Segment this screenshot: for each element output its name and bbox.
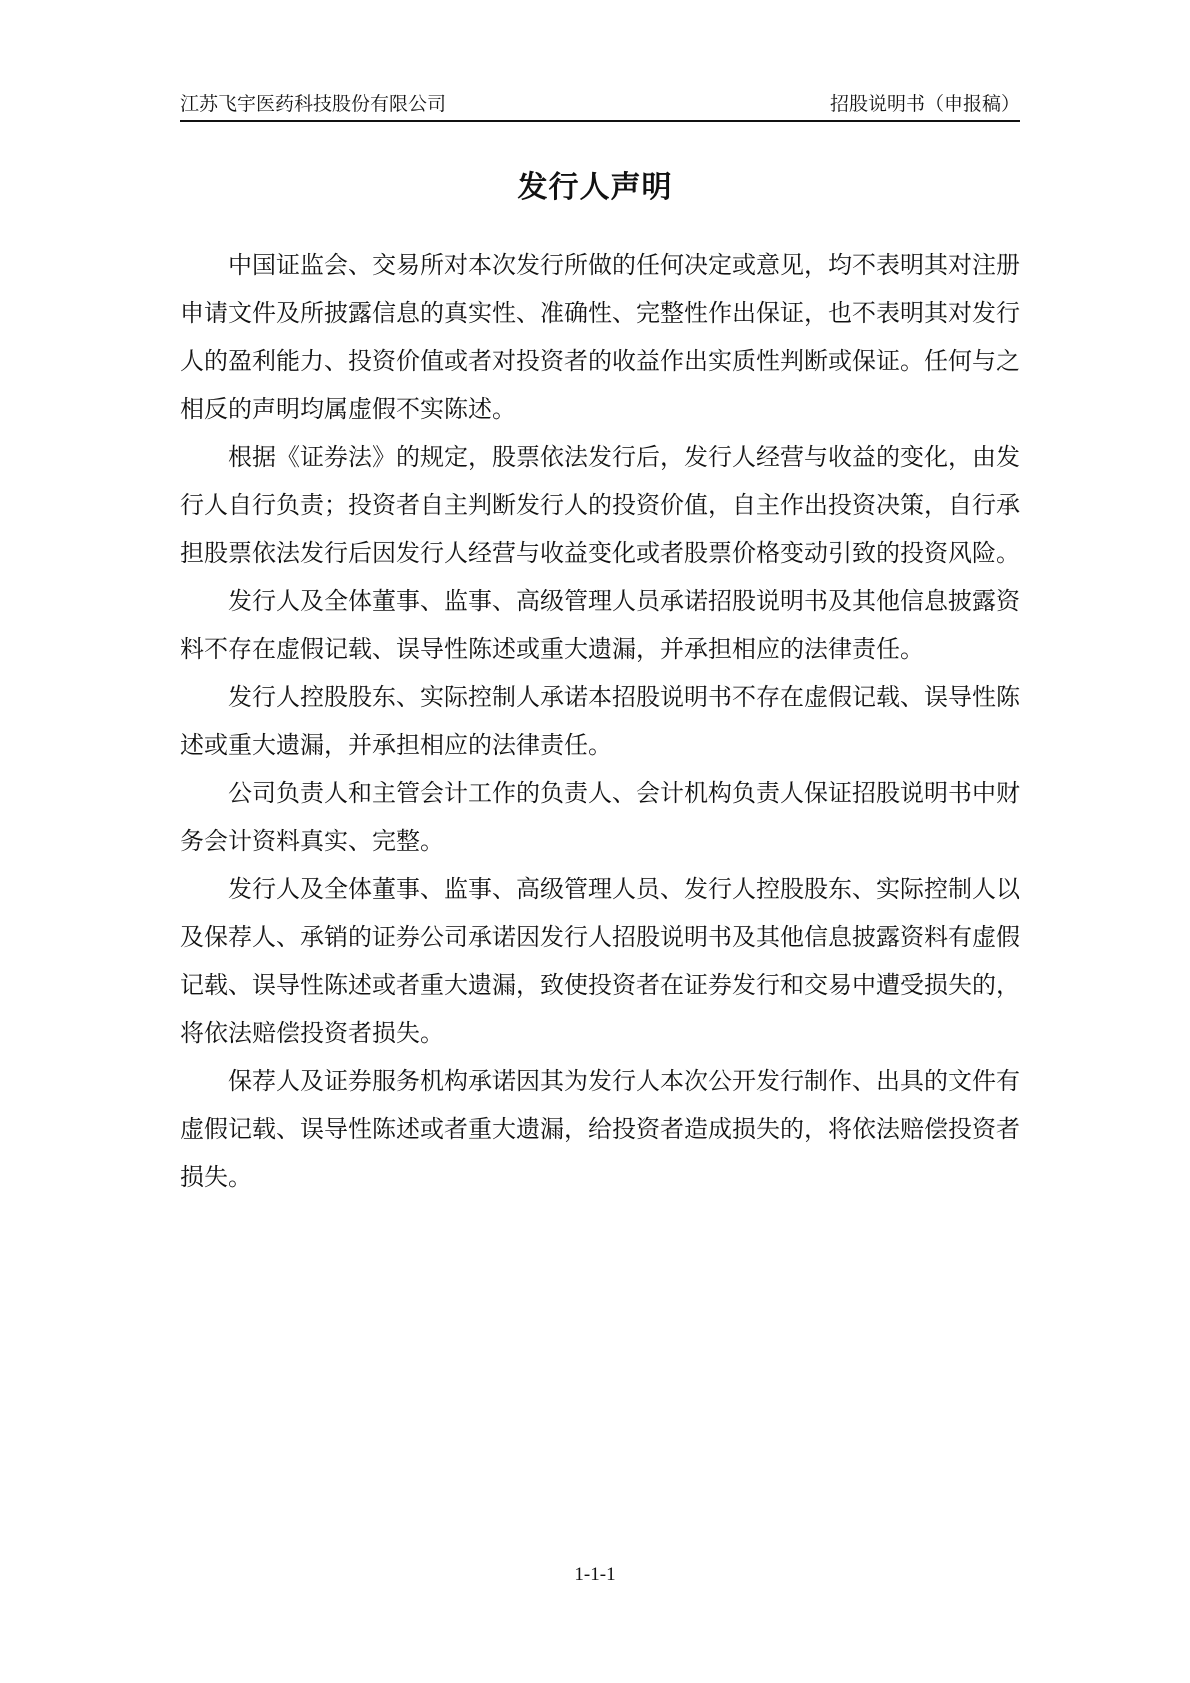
page-header: [180, 86, 1020, 122]
body-paragraph: 发行人及全体董事、监事、高级管理人员承诺招股说明书及其他信息披露资料不存在虚假记载、误导性陈述或重大遗漏，并承担相应的法律责任。: [180, 587, 1020, 663]
body-paragraph: 发行人及全体董事、监事、高级管理人员、发行人控股股东、实际控制人以及保荐人、承销的证券公司承诺因发行人招股说明书及其他信息披露资料有虚假记载、误导性陈述或者重大遗漏，致使投资者在证券发行和交易中遭受损失的，将依法赔偿投资者损失。: [180, 875, 1020, 1047]
body-paragraph: 中国证监会、交易所对本次发行所做的任何决定或意见，均不表明其对注册申请文件及所披露信息的真实性、准确性、完整性作出保证，也不表明其对发行人的盈利能力、投资价值或者对投资者的收益作出实质性判断或保证。任何与之相反的声明均属虚假不实陈述。: [180, 251, 1020, 423]
body-paragraph: 保荐人及证券服务机构承诺因其为发行人本次公开发行制作、出具的文件有虚假记载、误导性陈述或者重大遗漏，给投资者造成损失的，将依法赔偿投资者损失。: [180, 1067, 1020, 1191]
body-paragraph: 发行人控股股东、实际控制人承诺本招股说明书不存在虚假记载、误导性陈述或重大遗漏，并承担相应的法律责任。: [180, 683, 1020, 759]
header-document-type: 招股说明书（申报稿）: [829, 93, 1020, 115]
page-number: 1-1-1: [574, 1564, 616, 1585]
page-title: 发行人声明: [517, 170, 673, 205]
header-company-name: 江苏飞宇医药科技股份有限公司: [180, 93, 447, 115]
declaration-body: [180, 241, 1020, 1201]
body-paragraph: 根据《证券法》的规定，股票依法发行后，发行人经营与收益的变化，由发行人自行负责；投资者自主判断发行人的投资价值，自主作出投资决策，自行承担股票依法发行后因发行人经营与收益变化或者股票价格变动引致的投资风险。: [180, 443, 1020, 567]
body-paragraph: 公司负责人和主管会计工作的负责人、会计机构负责人保证招股说明书中财务会计资料真实、完整。: [180, 779, 1020, 855]
